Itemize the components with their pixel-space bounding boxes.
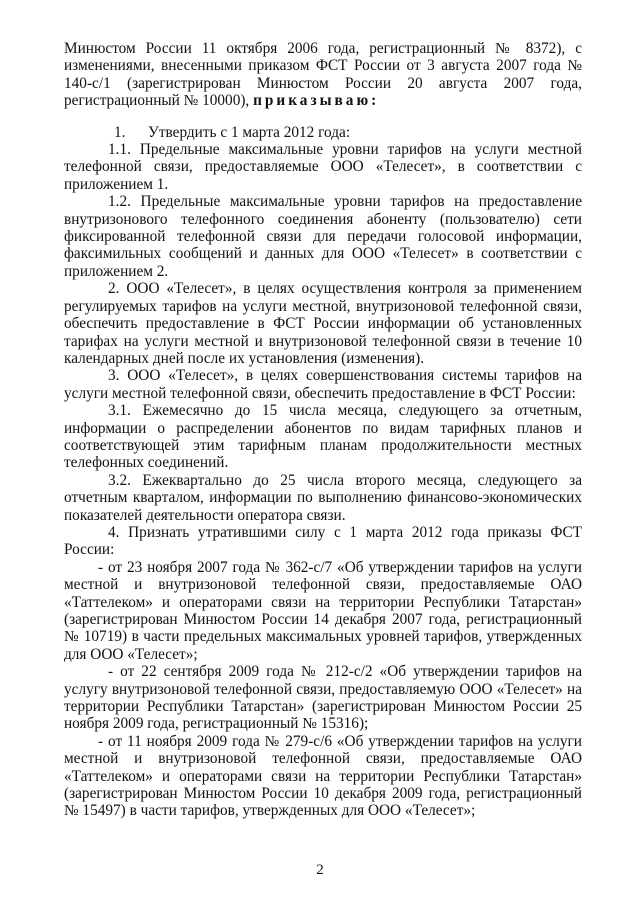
item-4-b: - от 22 сентября 2009 года № 212-с/2 «Об утверждении тарифов на услугу внутризоновой телефонной связи, предоставляемую ООО «Телесет» на территории Республики Татарстан» (зарегистрирован Минюстом России 25 ноября 2009 года, регистрационный № 15316); xyxy=(64,663,582,733)
item-1 xyxy=(64,124,582,141)
page-number: 2 xyxy=(316,862,324,878)
item-1-number: 1. xyxy=(114,123,126,141)
order-word: приказываю: xyxy=(253,92,380,110)
item-3-2: 3.2. Ежеквартально до 25 числа второго месяца, следующего за отчетным кварталом, информации по выполнению финансово-экономических показателей деятельности оператора связи. xyxy=(64,471,582,524)
intro-paragraph xyxy=(64,40,582,110)
item-3-1: 3.1. Ежемесячно до 15 числа месяца, следующего за отчетным, информации о распределении абонентов по видам тарифных планов и соответствующей этим тарифным планам продолжительности местных телефонных соединений. xyxy=(64,402,582,472)
item-1-2: 1.2. Предельные максимальные уровни тарифов на предоставление внутризонового телефонного соединения абоненту (пользователю) сети фиксированной телефонной связи для передачи голосовой информации, факсимильных сообщений и данных для ООО «Телесет» в соответствии с приложением 2. xyxy=(64,193,582,280)
item-2: 2. ООО «Телесет», в целях осуществления контроля за применением регулируемых тарифов на услуги местной, внутризоновой телефонной связи, обеспечить предоставление в ФСТ России информации об установленных тарифах на услуги местной и внутризоновой телефонной связи в течение 10 календарных дней после их установления (изменения). xyxy=(64,280,582,367)
document-page xyxy=(64,40,582,820)
intro-text: Минюстом России 11 октября 2006 года, регистрационный № 8372), с изменениями, внесенными приказом ФСТ России от 3 августа 2007 года № 140-с/1 (зарегистрирован Минюстом России 20 августа 2007 года, регистрационный № 10000), xyxy=(64,40,582,110)
item-4: 4. Признать утратившими силу с 1 марта 2012 года приказы ФСТ России: xyxy=(64,523,582,559)
item-4-c: - от 11 ноября 2009 года № 279-с/6 «Об утверждении тарифов на услуги местной и внутризоновой телефонной связи, предоставляемые ОАО «Таттелеком» и операторами связи на территории Республики Татарстан» (зарегистрирован Минюстом России 10 декабря 2009 года, регистрационный № 15497) в части тарифов, утвержденных для ООО «Телесет»; xyxy=(64,732,582,820)
item-4-a: - от 23 ноября 2007 года № 362-с/7 «Об утверждении тарифов на услуги местной и внутризоновой телефонной связи, предоставляемые ОАО «Таттелеком» и операторами связи на территории Республики Татарстан» (зарегистрирован Минюстом России 14 декабря 2007 года, регистрационный № 10719) в части предельных максимальных уровней тарифов, утвержденных для ООО «Телесет»; xyxy=(64,558,582,663)
item-3: 3. ООО «Телесет», в целях совершенствования системы тарифов на услуги местной телефонной связи, обеспечить предоставление в ФСТ России: xyxy=(64,367,582,402)
item-1-1: 1.1. Предельные максимальные уровни тарифов на услуги местной телефонной связи, предоставляемые ООО «Телесет», в соответствии с приложением 1. xyxy=(64,141,582,193)
item-1-text: Утвердить с 1 марта 2012 года: xyxy=(148,123,351,141)
